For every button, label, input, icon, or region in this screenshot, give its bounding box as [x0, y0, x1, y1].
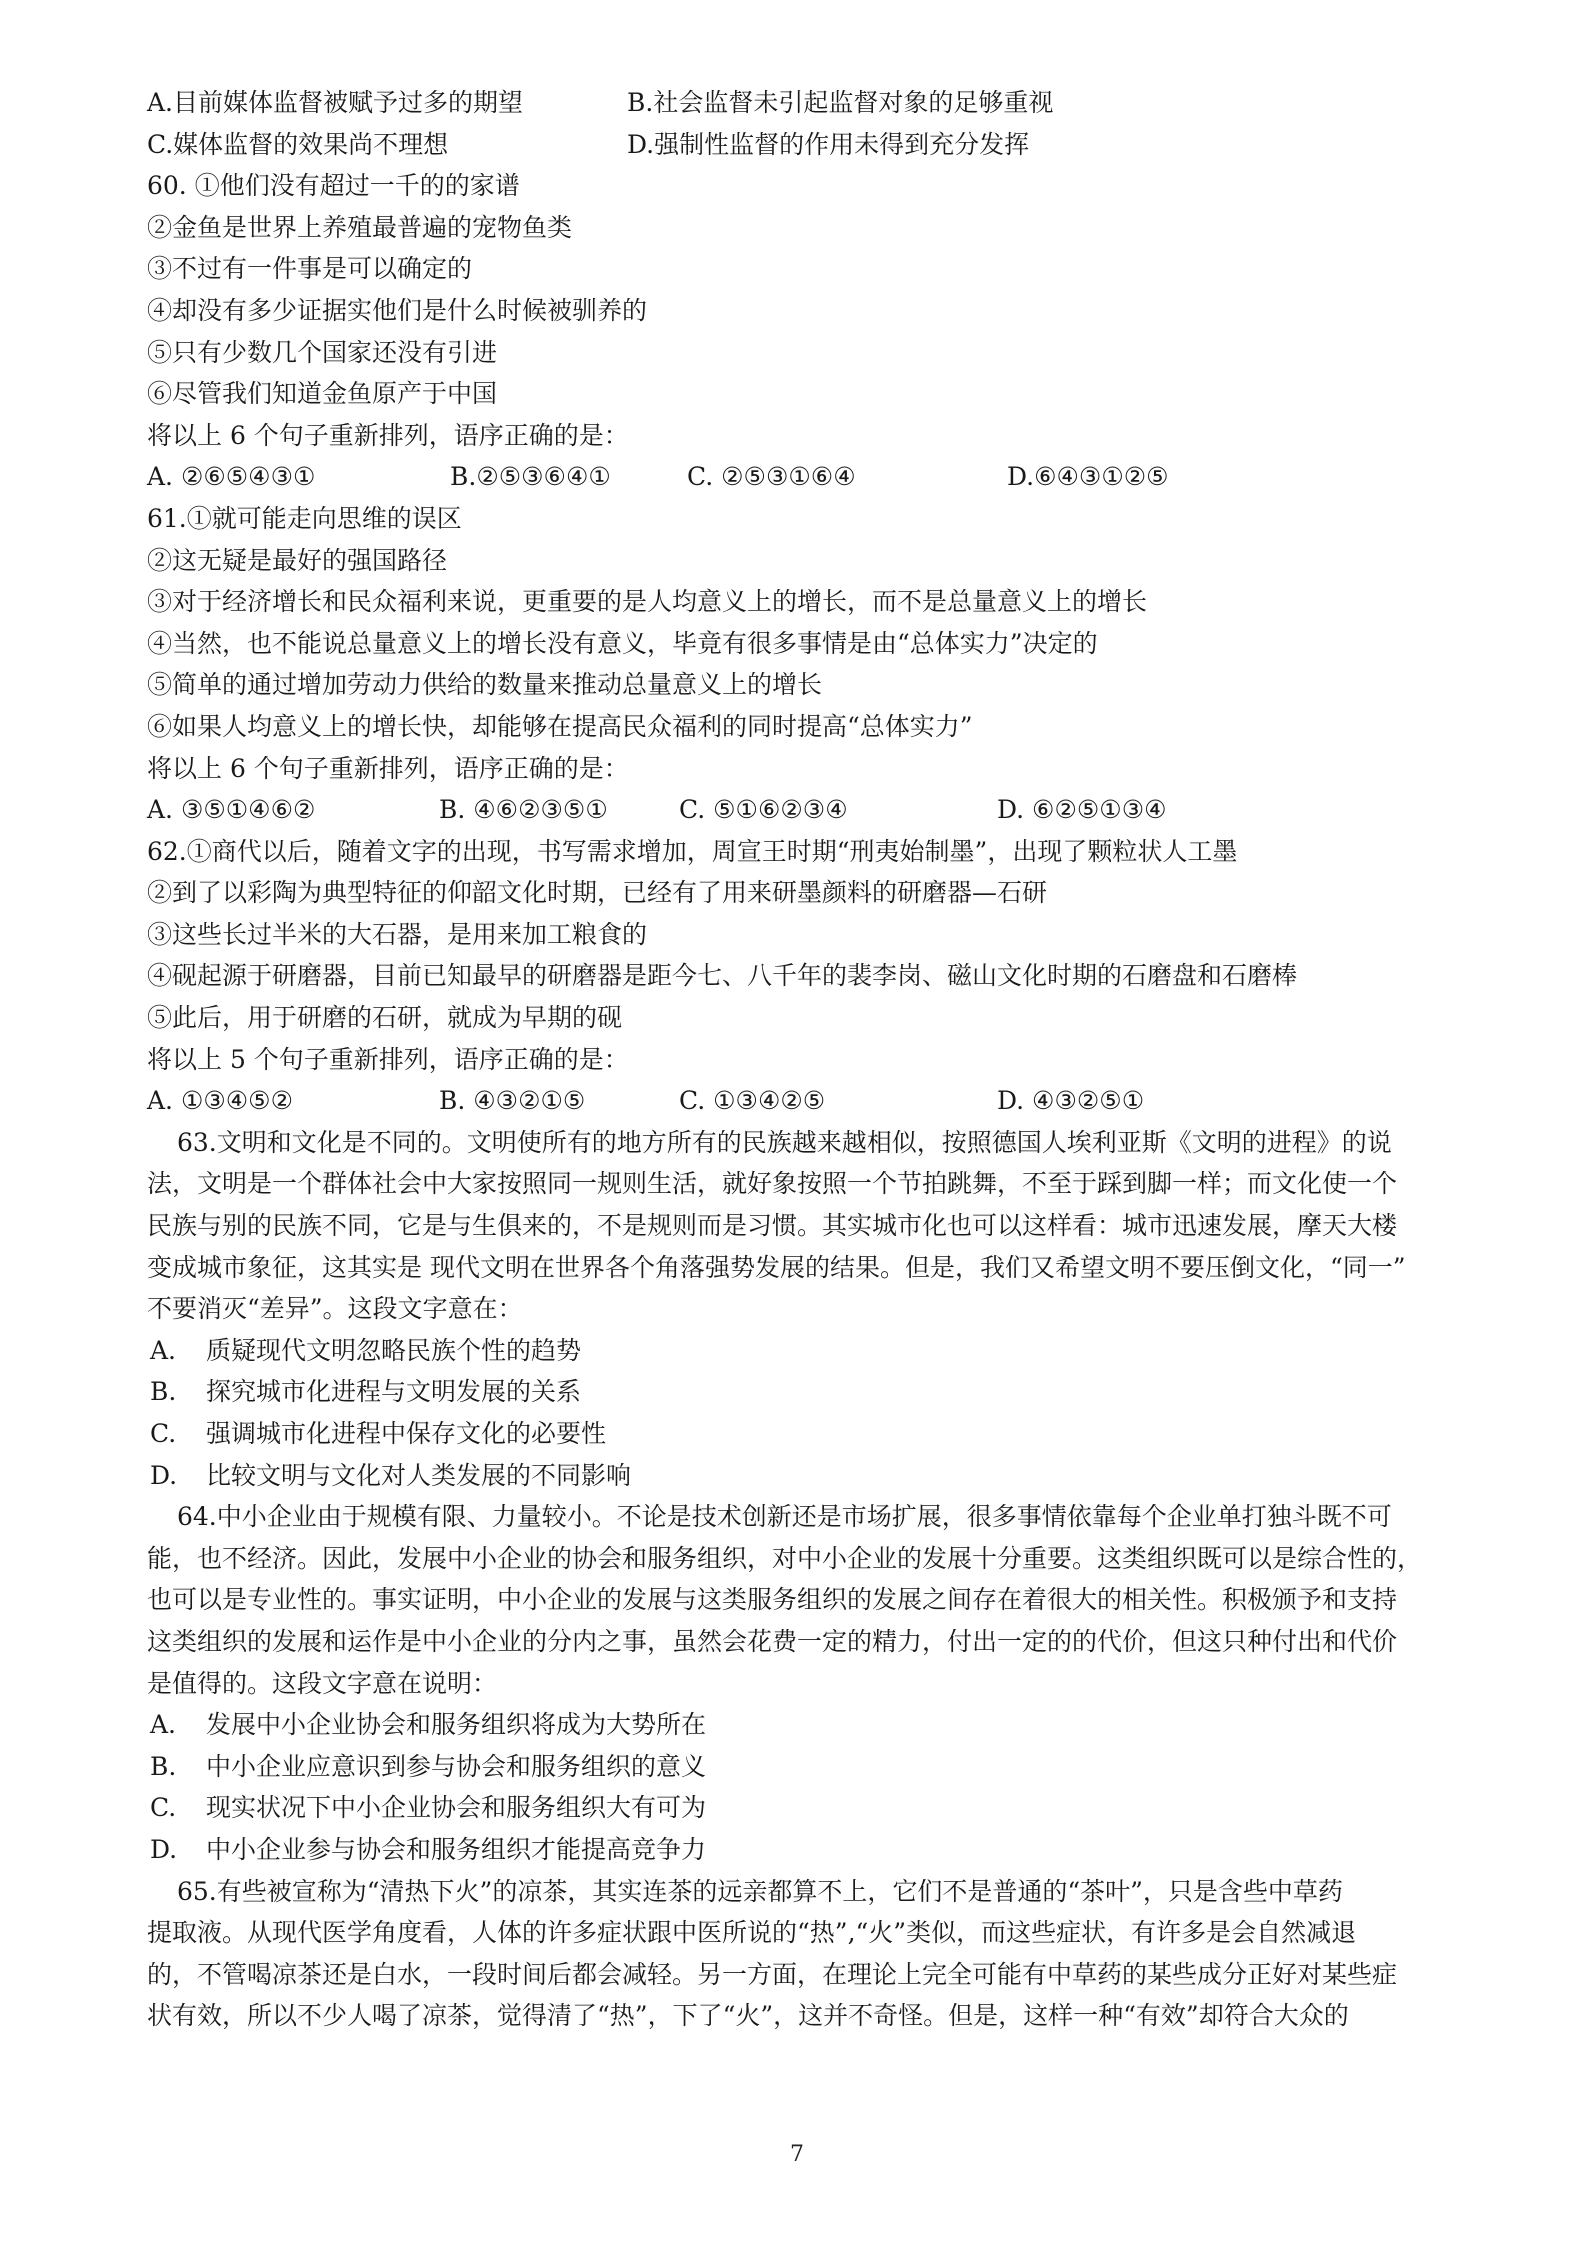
q65-line-4: 状有效，所以不少人喝了凉茶，觉得清了“热”，下了“火”，这并不奇怪。但是，这样一种“有效”却符合大众的: [147, 2001, 1349, 2031]
q61-option-a: A. ③⑤①④⑥②: [147, 795, 316, 825]
q62-prompt: 将以上 5 个句子重新排列，语序正确的是：: [147, 1044, 629, 1074]
q64-option-d: [147, 1829, 1507, 1871]
q63-line-2: 法，文明是一个群体社会中大家按照同一规则生活，就好象按照一个节拍跳舞，不至于踩到脚一样；而文化使一个: [147, 1169, 1398, 1199]
q60-option-c: C. ②⑤③①⑥④: [687, 462, 856, 492]
q61-option-c: C. ⑤①⑥②③④: [679, 795, 848, 825]
q61-option-b: B. ④⑥②③⑤①: [439, 795, 608, 825]
q64-option-b-label: B.: [150, 1751, 177, 1781]
q63-line-1: 63.文明和文化是不同的。文明使所有的地方所有的民族越来越相似，按照德国人埃利亚斯《文明的进程》的说: [177, 1127, 1392, 1157]
q61-options: [147, 789, 1507, 831]
q62-sentence-2: ②到了以彩陶为典型特征的仰韶文化时期，已经有了用来研墨颜料的研磨器—石研: [147, 878, 1048, 908]
q62-sentence-1: 62.①商代以后，随着文字的出现，书写需求增加，周宣王时期“刑夷始制墨”，出现了颗粒状人工墨: [147, 836, 1238, 866]
q60-sentence-5: ⑤只有少数几个国家还没有引进: [147, 337, 498, 367]
q64-option-c: [147, 1787, 1507, 1829]
q59-options-row-2: [147, 124, 1507, 166]
q60-sentence-1: 60. ①他们没有超过一千的的家谱: [147, 171, 520, 201]
q60-prompt: 将以上 6 个句子重新排列，语序正确的是：: [147, 420, 629, 450]
q63-option-d-text: 比较文明与文化对人类发展的不同影响: [206, 1460, 632, 1490]
q64-option-c-text: 现实状况下中小企业协会和服务组织大有可为: [206, 1793, 707, 1823]
q61-sentence-3: ③对于经济增长和民众福利来说，更重要的是人均意义上的增长，而不是总量意义上的增长: [147, 587, 1148, 617]
q65-line-1: 65.有些被宣称为“清热下火”的凉茶，其实连茶的远亲都算不上，它们不是普通的“茶叶”，只是含些中草药: [177, 1876, 1343, 1906]
q64-option-a: [147, 1704, 1507, 1746]
q64-option-b: [147, 1746, 1507, 1788]
q62-option-a: A. ①③④⑤②: [147, 1086, 294, 1116]
exam-page: [147, 82, 1507, 2037]
q61-prompt: 将以上 6 个句子重新排列，语序正确的是：: [147, 753, 629, 783]
q63-option-b-text: 探究城市化进程与文明发展的关系: [206, 1377, 582, 1407]
q62-option-c: C. ①③④②⑤: [679, 1086, 826, 1116]
q64-option-b-text: 中小企业应意识到参与协会和服务组织的意义: [206, 1751, 707, 1781]
q63-option-d: [147, 1455, 1507, 1497]
q63-option-c-text: 强调城市化进程中保存文化的必要性: [206, 1419, 607, 1448]
q60-options: [147, 456, 1507, 498]
q59-option-b: B.社会监督未引起监督对象的足够重视: [627, 88, 1054, 117]
q63-option-b: [147, 1371, 1507, 1413]
q63-option-a-text: 质疑现代文明忽略民族个性的趋势: [206, 1335, 582, 1365]
q59-option-a: A.目前媒体监督被赋予过多的期望: [147, 88, 524, 117]
q64-line-5: 是值得的。这段文字意在说明：: [147, 1668, 498, 1698]
q65-line-3: 的，不管喝凉茶还是白水，一段时间后都会减轻。另一方面，在理论上完全可能有中草药的某些成分正好对某些症: [147, 1959, 1398, 1989]
q64-option-d-text: 中小企业参与协会和服务组织才能提高竞争力: [206, 1834, 707, 1864]
q64-option-d-label: D.: [150, 1834, 178, 1864]
q60-option-d: D.⑥④③①②⑤: [1007, 462, 1169, 492]
q60-sentence-4: ④却没有多少证据实他们是什么时候被驯养的: [147, 295, 648, 325]
q59-option-d: D.强制性监督的作用未得到充分发挥: [627, 129, 1030, 159]
q64-option-a-text: 发展中小企业协会和服务组织将成为大势所在: [206, 1710, 707, 1740]
q62-options: [147, 1080, 1507, 1122]
q61-option-d: D. ⑥②⑤①③④: [997, 795, 1167, 825]
q63-option-b-label: B.: [150, 1377, 177, 1407]
q64-line-3: 也可以是专业性的。事实证明，中小企业的发展与这类服务组织的发展之间存在着很大的相关性。积极颁予和支持: [147, 1585, 1398, 1615]
page-number: 7: [790, 2142, 804, 2167]
q60-sentence-3: ③不过有一件事是可以确定的: [147, 254, 473, 284]
q64-option-c-label: C.: [150, 1793, 177, 1823]
q60-sentence-6: ⑥尽管我们知道金鱼原产于中国: [147, 379, 498, 409]
q63-option-c: [147, 1413, 1507, 1455]
q62-sentence-4: ④砚起源于研磨器，目前已知最早的研磨器是距今七、八千年的裴李岗、磁山文化时期的石磨盘和石磨棒: [147, 961, 1298, 991]
q63-line-5: 不要消灭“差异”。这段文字意在：: [147, 1294, 523, 1324]
q63-line-3: 民族与别的民族不同，它是与生俱来的，不是规则而是习惯。其实城市化也可以这样看：城市迅速发展，摩天大楼: [147, 1211, 1398, 1241]
q64-line-4: 这类组织的发展和运作是中小企业的分内之事，虽然会花费一定的精力，付出一定的的代价，但这只种付出和代价: [147, 1626, 1398, 1656]
q61-sentence-5: ⑤简单的通过增加劳动力供给的数量来推动总量意义上的增长: [147, 670, 823, 700]
q62-option-b: B. ④③②①⑤: [439, 1086, 586, 1116]
q63-option-a: [147, 1330, 1507, 1372]
q63-line-4: 变成城市象征，这其实是 现代文明在世界各个角落强势发展的结果。但是，我们又希望文明不要压倒文化，“同一”: [147, 1252, 1406, 1282]
q61-sentence-1: 61.①就可能走向思维的误区: [147, 503, 462, 533]
q59-option-c: C.媒体监督的效果尚不理想: [147, 129, 449, 159]
q64-option-a-label: A.: [150, 1710, 177, 1740]
q63-option-c-label: C.: [150, 1419, 177, 1448]
q62-sentence-3: ③这些长过半米的大石器，是用来加工粮食的: [147, 919, 648, 949]
q61-sentence-6: ⑥如果人均意义上的增长快，却能够在提高民众福利的同时提高“总体实力”: [147, 711, 973, 741]
q62-option-d: D. ④③②⑤①: [997, 1086, 1145, 1116]
q60-sentence-2: ②金鱼是世界上养殖最普遍的宠物鱼类: [147, 212, 573, 242]
q65-line-2: 提取液。从现代医学角度看，人体的许多症状跟中医所说的“热”,“火”类似，而这些症状，有许多是会自然减退: [147, 1918, 1357, 1948]
q63-option-d-label: D.: [150, 1460, 178, 1490]
q64-line-2: 能，也不经济。因此，发展中小企业的协会和服务组织，对中小企业的发展十分重要。这类组织既可以是综合性的，: [147, 1543, 1423, 1573]
q64-line-1: 64.中小企业由于规模有限、力量较小。不论是技术创新还是市场扩展，很多事情依靠每个企业单打独斗既不可: [177, 1502, 1392, 1532]
q60-option-a: A. ②⑥⑤④③①: [147, 462, 316, 492]
q61-sentence-2: ②这无疑是最好的强国路径: [147, 545, 448, 575]
q63-option-a-label: A.: [150, 1335, 177, 1365]
q61-sentence-4: ④当然，也不能说总量意义上的增长没有意义，毕竟有很多事情是由“总体实力”决定的: [147, 628, 1098, 658]
q59-options-row-1: [147, 82, 1507, 124]
q62-sentence-5: ⑤此后，用于研磨的石研，就成为早期的砚: [147, 1003, 623, 1033]
q60-option-b: B.②⑤③⑥④①: [450, 462, 611, 492]
